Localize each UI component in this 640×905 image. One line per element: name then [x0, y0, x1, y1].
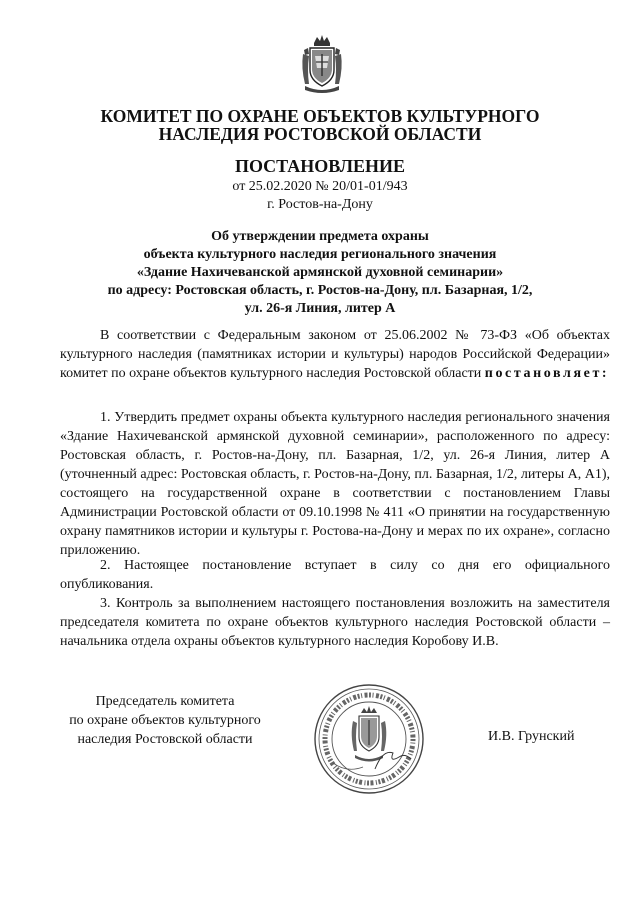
preamble-text: В соответствии с Федеральным законом от 25.06.2002 № 73-ФЗ «Об объектах культурного наследия (памятниках истории и культуры) народов Российской Федерации» комитет по охране объектов культурного наследия Ростовской области — [60, 328, 610, 381]
item-1-text: 1. Утвердить предмет охраны объекта культурного наследия регионального значения «Здание Нахичеванской армянской духовной семинарии», расположенного по адресу: Ростовская область, г. Ростов-на-Дону, пл. Базарная, 1/2, ул. 26-я Линия, литер А (уточненный адрес: Ростовская область, г. Ростов-на-Дону, пл. Базарная, 1/2, литеры А, А1), состоящего на государственной охране в соответствии с постановлением Главы Администрации Ростовской области от 09.10.1998 № 411 «О принятии на государственную охрану памятников истории и культуры г. Ростова-на-Дону и мерах по их охране», согласно приложению. — [60, 410, 610, 558]
subject-line3: «Здание Нахичеванской армянской духовной семинарии» — [136, 265, 504, 280]
document-type: ПОСТАНОВЛЕНИЕ — [234, 156, 406, 176]
document-city: г. Ростов-на-Дону — [267, 197, 373, 212]
subject-line5: ул. 26-я Линия, литер А — [244, 301, 396, 316]
signatory-title — [60, 692, 270, 749]
subject-line2: объекта культурного наследия регионального значения — [143, 247, 497, 262]
preamble-paragraph — [60, 326, 610, 383]
signatory-name: И.В. Грунский — [488, 729, 575, 744]
item-2-text: 2. Настоящее постановление вступает в силу со дня его официального опубликования. — [60, 558, 610, 592]
subject-line1: Об утверждении предмета охраны — [211, 229, 429, 244]
item-3-text: 3. Контроль за выполнением настоящего постановления возложить на заместителя председателя комитета по охране объектов культурного наследия Ростовской области – начальника отдела охраны объектов культурного наследия Коробову И.В. — [60, 596, 610, 649]
item-3-paragraph — [60, 594, 610, 651]
committee-name-line2: НАСЛЕДИЯ РОСТОВСКОЙ ОБЛАСТИ — [158, 124, 482, 144]
item-2-paragraph — [60, 556, 610, 594]
decree-word: постановляет: — [484, 366, 610, 381]
document-date-number: от 25.02.2020 № 20/01-01/943 — [232, 179, 408, 194]
signatory-title-line3: наследия Ростовской области — [77, 732, 253, 747]
subject-line4: по адресу: Ростовская область, г. Ростов-на-Дону, пл. Базарная, 1/2, — [107, 283, 533, 298]
committee-name-line1: КОМИТЕТ ПО ОХРАНЕ ОБЪЕКТОВ КУЛЬТУРНОГО — [100, 106, 540, 126]
signatory-title-line1: Председатель комитета — [95, 694, 235, 709]
item-1-paragraph — [60, 408, 610, 560]
coat-of-arms-icon — [299, 34, 345, 96]
signatory-title-line2: по охране объектов культурного — [69, 713, 261, 728]
official-seal-icon — [313, 683, 425, 795]
